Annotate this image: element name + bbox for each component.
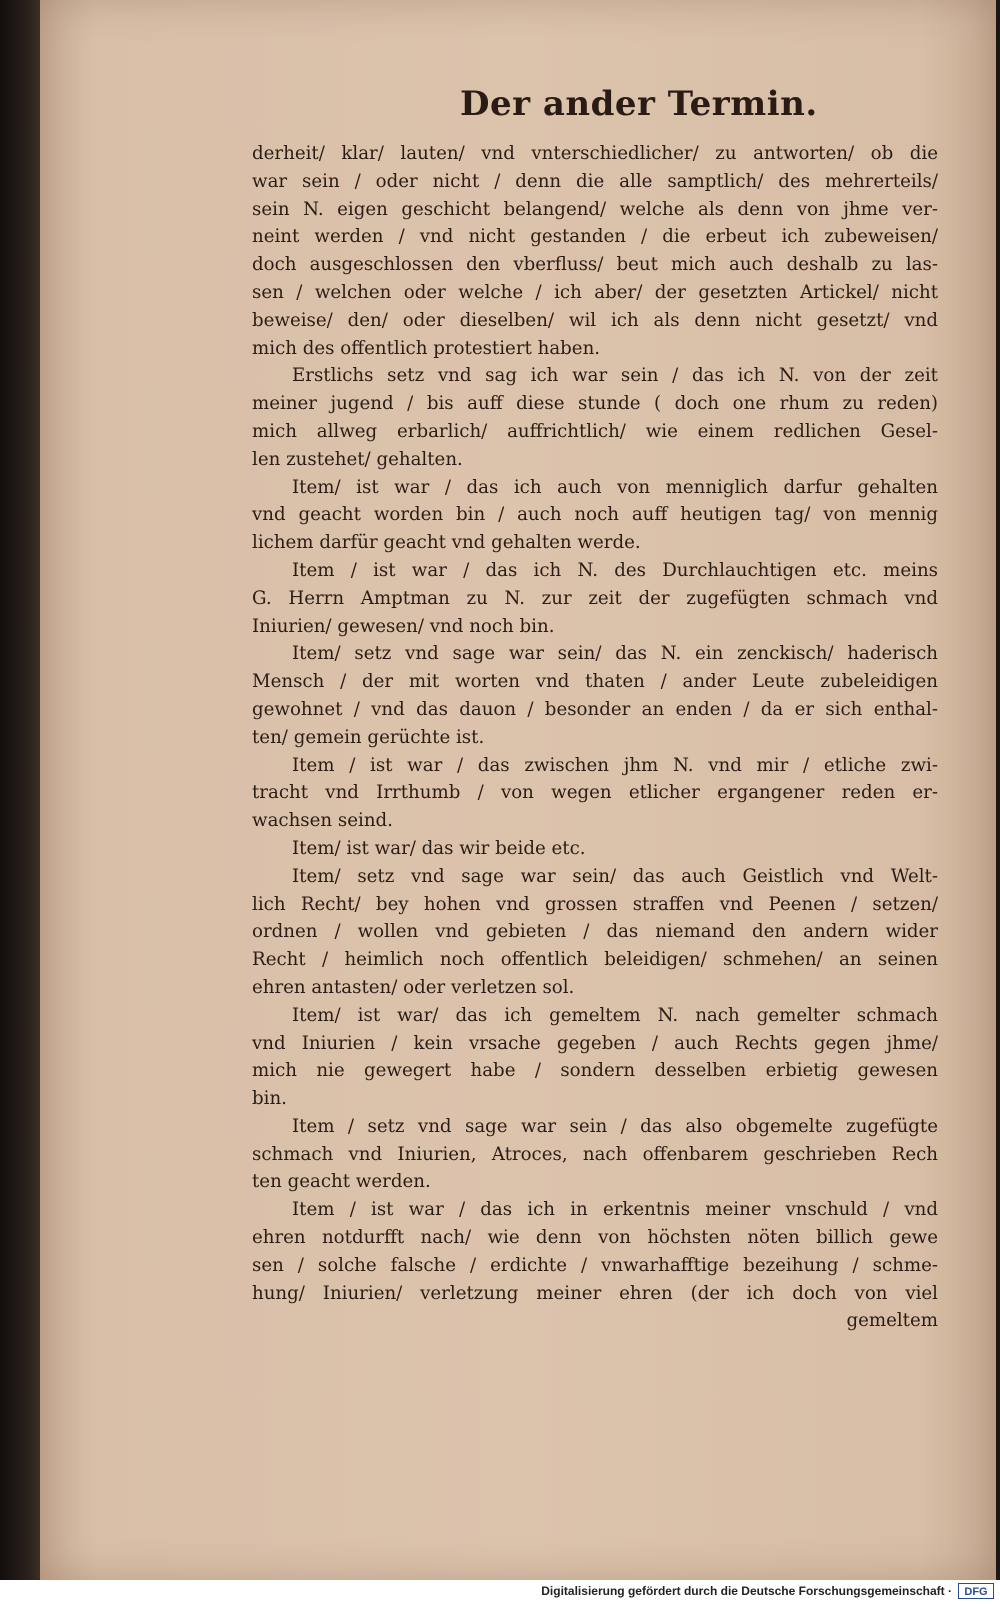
text-line: Item / ist war / das ich in erkentnis meiner vnschuld / vnd xyxy=(292,1199,938,1221)
body-text xyxy=(252,140,938,1335)
text-line: tracht vnd Irrthumb / von wegen etlicher ergangener reden er- xyxy=(252,782,938,804)
text-line: ehren antasten/ oder verletzen sol. xyxy=(252,976,575,998)
text-line: Erstlichs setz vnd sag ich war sein / das ich N. von der zeit xyxy=(292,365,938,387)
text-line: Item / setz vnd sage war sein / das also obgemelte zugefügte xyxy=(292,1115,938,1137)
text-line: Item / ist war / das zwischen jhm N. vnd mir / etliche zwi- xyxy=(292,754,938,776)
text-line: mich allweg erbarlich/ auffrichtlich/ wie einem redlichen Gesel- xyxy=(252,420,938,442)
dfg-logo: DFG xyxy=(958,1583,994,1599)
running-head: Der ander Termin. xyxy=(460,84,818,124)
text-line: sen / welchen oder welche / ich aber/ der gesetzten Artickel/ nicht xyxy=(252,281,938,303)
text-line: sen / solche falsche / erdichte / vnwarhafftige bezeihung / schme- xyxy=(252,1254,938,1276)
text-line: ten/ gemein gerüchte ist. xyxy=(252,726,485,748)
text-line: lich Recht/ bey hohen vnd grossen straffen vnd Peenen / setzen/ xyxy=(252,893,938,915)
text-line: sein N. eigen geschicht belangend/ welche als denn von jhme ver- xyxy=(252,198,938,220)
text-line: mich nie gewegert habe / sondern desselben erbietig gewesen xyxy=(252,1060,938,1082)
text-line: len zustehet/ gehalten. xyxy=(252,448,463,470)
text-line: ten geacht werden. xyxy=(252,1171,431,1193)
text-line: doch ausgeschlossen den vberfluss/ beut mich auch deshalb zu las- xyxy=(252,254,938,276)
text-line: Recht / heimlich noch offentlich beleidigen/ schmehen/ an seinen xyxy=(252,949,938,971)
text-line: hung/ Iniurien/ verletzung meiner ehren (der ich doch von viel xyxy=(252,1282,938,1304)
text-line: mich des offentlich protestiert haben. xyxy=(252,337,601,359)
book-gutter xyxy=(0,0,40,1580)
text-line: vnd Iniurien / kein vrsache gegeben / auch Rechts gegen jhme/ xyxy=(252,1032,938,1054)
text-line: war sein / oder nicht / denn die alle samptlich/ des mehrerteils/ xyxy=(252,170,938,192)
text-line: Item/ setz vnd sage war sein/ das N. ein zenckisch/ haderisch xyxy=(292,643,938,665)
text-line: beweise/ den/ oder dieselben/ wil ich als denn nicht gesetzt/ vnd xyxy=(252,309,938,331)
text-line: Item/ ist war/ das wir beide etc. xyxy=(292,837,586,859)
text-line: Item/ setz vnd sage war sein/ das auch Geistlich vnd Welt- xyxy=(292,865,938,887)
text-line: derheit/ klar/ lauten/ vnd vnterschiedlicher/ zu antworten/ ob die xyxy=(252,143,938,164)
text-line: vnd geacht worden bin / auch noch auff heutigen tag/ von mennig xyxy=(252,504,938,526)
text-line: Item/ ist war/ das ich gemeltem N. nach gemelter schmach xyxy=(292,1004,938,1026)
text-line: gewohnet / vnd das dauon / besonder an enden / da er sich enthal- xyxy=(252,698,938,720)
text-line: wachsen seind. xyxy=(252,810,393,832)
text-line: neint werden / vnd nicht gestanden / die erbeut ich zubeweisen/ xyxy=(252,226,938,248)
text-line: lichem darfür geacht vnd gehalten werde. xyxy=(252,532,641,554)
text-line: G. Herrn Amptman zu N. zur zeit der zugefügten schmach vnd xyxy=(252,587,938,609)
text-line: meiner jugend / bis auff diese stunde ( doch one rhum zu reden) xyxy=(252,393,938,415)
text-line: bin. xyxy=(252,1088,287,1110)
text-line: schmach vnd Iniurien, Atroces, nach offenbarem geschrieben Rech xyxy=(252,1143,938,1165)
footer-credit: Digitalisierung gefördert durch die Deutsche Forschungsgemeinschaft · xyxy=(541,1584,952,1598)
text-line: Mensch / der mit worten vnd thaten / ander Leute zubeleidigen xyxy=(252,671,938,693)
text-line: Item / ist war / das ich N. des Durchlauchtigen etc. meins xyxy=(292,559,938,581)
text-line: ordnen / wollen vnd gebieten / das niemand den andern wider xyxy=(252,921,938,943)
text-line: Iniurien/ gewesen/ vnd noch bin. xyxy=(252,615,555,637)
text-line: Item/ ist war / das ich auch von menniglich darfur gehalten xyxy=(292,476,938,498)
text-line: ehren notdurfft nach/ wie denn von höchsten nöten billich gewe xyxy=(252,1227,938,1249)
catchword: gemeltem xyxy=(846,1310,938,1332)
